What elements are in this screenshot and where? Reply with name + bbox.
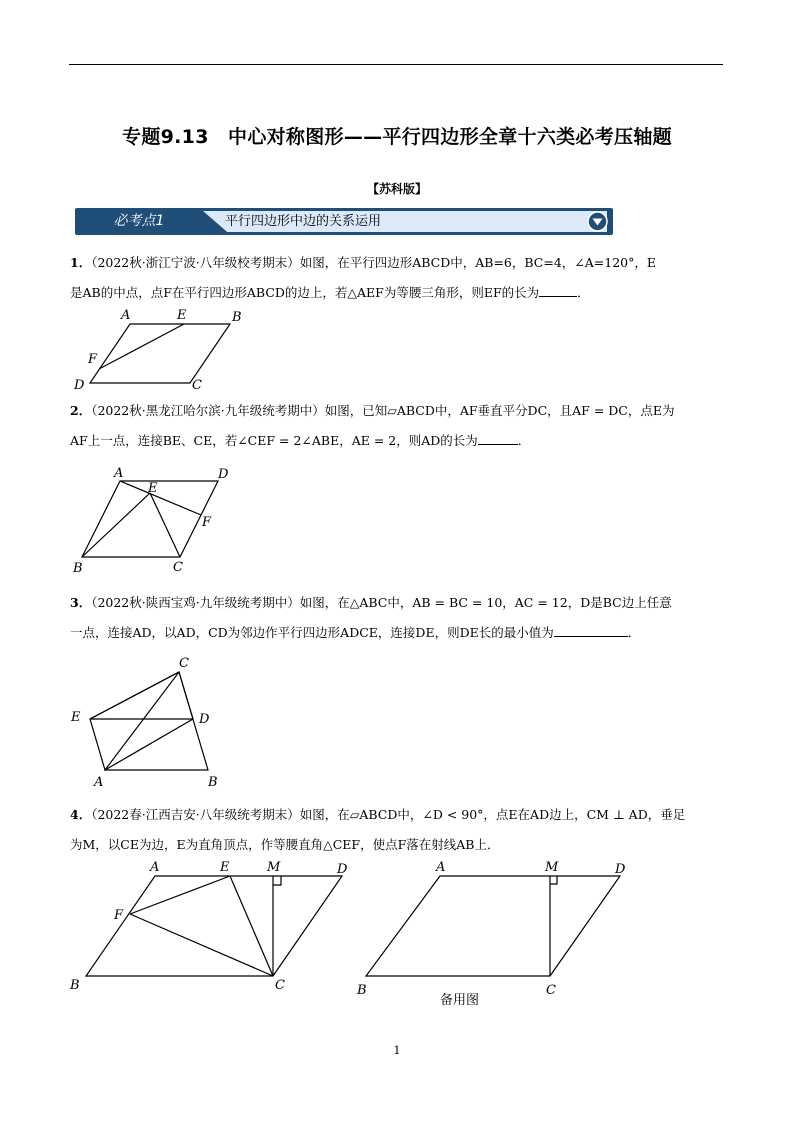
question-2: [70, 396, 724, 456]
question-4-figure: [70, 858, 360, 993]
segment-be: [82, 493, 150, 557]
parallelogram-abcd: [366, 876, 620, 976]
point-label-a: A: [150, 860, 160, 875]
question-4-line2: 为M，以CE为边，E为直角顶点，作等腰直角△CEF，使点F落在射线AB上．: [70, 837, 500, 852]
point-label-c: C: [179, 656, 189, 671]
point-label-m: M: [545, 860, 559, 875]
section-label: 必考点1: [113, 213, 165, 229]
page-title: 专题9.13 中心对称图形——平行四边形全章十六类必考压轴题: [122, 126, 672, 148]
point-label-c: C: [275, 978, 285, 993]
point-label-d: D: [337, 862, 348, 877]
segment-ef: [130, 876, 230, 914]
point-label-c: C: [192, 378, 202, 393]
point-label-d: D: [74, 378, 85, 393]
question-3-line2: 一点，连接AD，以AD，CD为邻边作平行四边形ADCE，连接DE，则DE长的最小值为 ．: [70, 618, 724, 648]
point-label-e: E: [177, 308, 187, 323]
point-label-b: B: [232, 310, 242, 325]
point-label-b: B: [357, 983, 367, 998]
question-2-figure: [70, 465, 245, 580]
parallelogram-abcd: [86, 876, 342, 976]
answer-blank[interactable]: [539, 282, 577, 297]
point-label-a: A: [94, 775, 104, 790]
right-angle-marker: [273, 876, 281, 885]
point-label-f: F: [114, 908, 124, 923]
right-angle-marker: [550, 876, 557, 884]
point-label-b: B: [73, 561, 83, 576]
segment-ef: [99, 324, 184, 369]
segment-ec: [90, 672, 179, 719]
point-label-m: M: [267, 860, 281, 875]
question-2-line1: 2．（2022秋·黑龙江哈尔滨·九年级统考期中）如图，已知▱ABCD中，AF垂直平分DC，且AF = DC，点E为: [70, 403, 675, 418]
question-2-line2: AF上一点，连接BE、CE，若∠CEF = 2∠ABE，AE = 2，则AD的长为 ．: [70, 426, 724, 456]
point-label-e: E: [220, 860, 230, 875]
point-label-e: E: [71, 710, 81, 725]
point-label-c: C: [546, 983, 556, 998]
triangle-abc: [105, 672, 208, 770]
point-label-a: A: [436, 860, 446, 875]
section-topic: 平行四边形中边的关系运用: [225, 214, 382, 229]
segment-ce: [150, 493, 180, 557]
point-label-e: E: [148, 481, 158, 496]
question-1-line2: 是AB的中点，点F在平行四边形ABCD的边上，若△AEF为等腰三角形，则EF的长为 ．: [70, 278, 724, 308]
point-label-f: F: [88, 352, 98, 367]
question-1-line1: 1．（2022秋·浙江宁波·八年级校考期末）如图，在平行四边形ABCD中，AB=6，BC=4，∠A=120°，E: [70, 255, 656, 270]
chevron-down-circle-icon[interactable]: [587, 211, 608, 232]
parallelogram-abcd: [90, 324, 230, 383]
answer-blank[interactable]: [478, 430, 518, 445]
question-4-spare-figure: [355, 858, 640, 998]
point-label-b: B: [208, 775, 218, 790]
point-label-d: D: [615, 862, 626, 877]
question-3: [70, 588, 724, 648]
point-label-d: D: [218, 467, 229, 482]
question-3-line1: 3．（2022秋·陕西宝鸡·九年级统考期中）如图，在△ABC中，AB = BC = 10，AC = 12，D是BC边上任意: [70, 595, 672, 610]
question-1: [70, 248, 724, 308]
point-label-b: B: [70, 978, 80, 993]
spare-figure-caption: 备用图: [440, 993, 480, 1008]
edition-label: 【苏科版】: [366, 182, 427, 196]
question-4-line1: 4．（2022春·江西吉安·八年级统考期末）如图，在▱ABCD中，∠D < 90°，点E在AD边上，CM ⊥ AD，垂足: [70, 807, 686, 822]
question-1-figure: [70, 305, 260, 395]
segment-ec: [230, 876, 273, 976]
question-4: [70, 800, 724, 860]
question-3-figure: [65, 652, 235, 792]
segment-fc: [130, 914, 273, 976]
point-label-d: D: [199, 712, 210, 727]
page-number: 1: [393, 1044, 401, 1057]
point-label-a: A: [114, 466, 124, 481]
point-label-a: A: [121, 308, 131, 323]
point-label-f: F: [202, 515, 212, 530]
point-label-c: C: [173, 560, 183, 575]
answer-blank[interactable]: [554, 622, 628, 637]
header-rule: [69, 64, 723, 65]
section-banner: [75, 208, 613, 235]
